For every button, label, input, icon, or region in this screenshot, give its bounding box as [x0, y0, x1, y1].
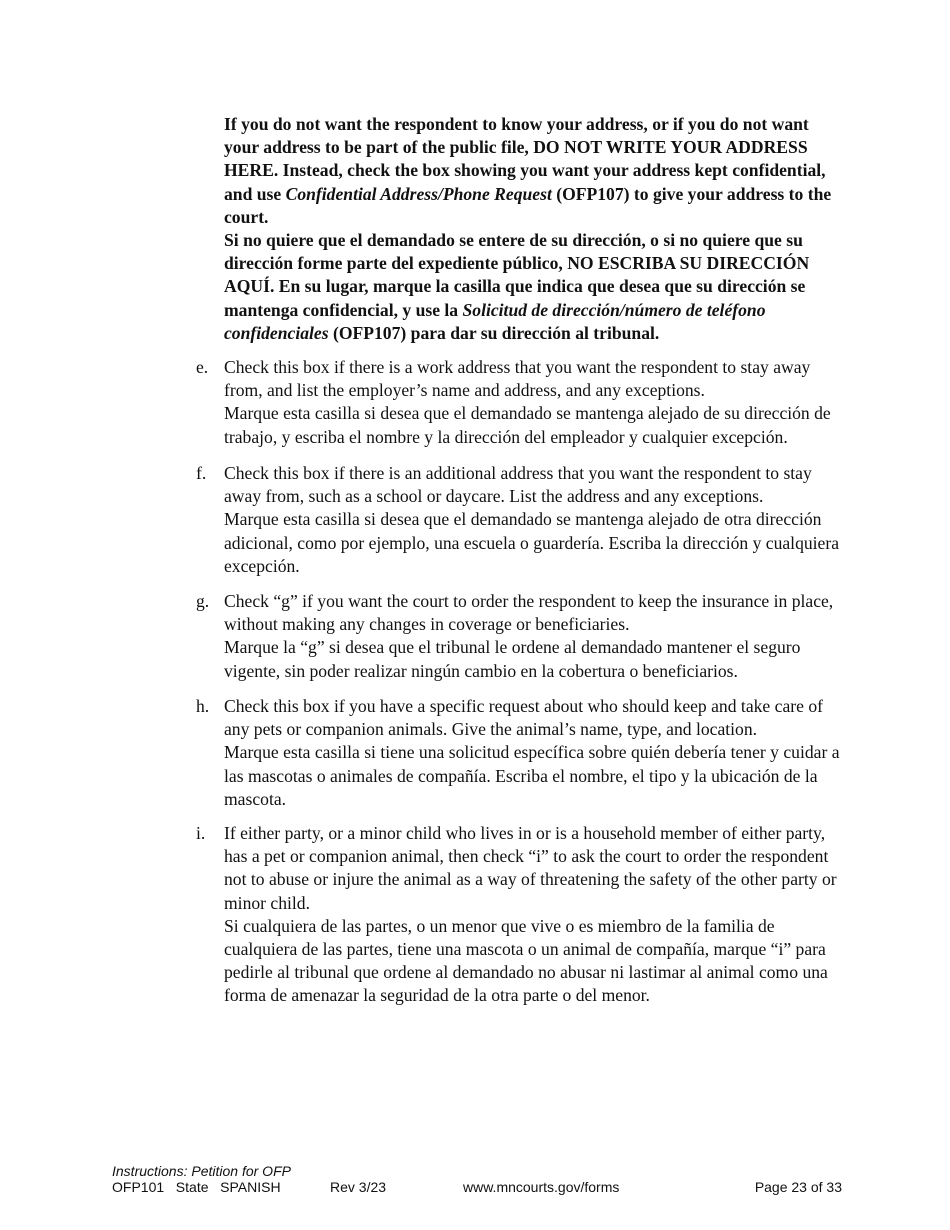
- instruction-item-i: [196, 822, 846, 1008]
- footer-revision: Rev 3/23: [330, 1179, 387, 1195]
- footer-page-number: Page 23 of 33: [754, 1179, 842, 1195]
- item-spanish: Si cualquiera de las partes, o un menor que vive o es miembro de la familia de cualquiera de las partes, tiene una mascota o un animal de compañía, marque “i” para pedirle al tribunal que ordene al demandado no abusar ni lastimar al animal como una forma de amenazar la seguridad de la otra parte o del menor.: [224, 915, 828, 1006]
- notice-en-text-b: (OFP107) to give your address to the court.: [224, 183, 832, 227]
- item-english: Check this box if you have a specific request about who should keep and take care of any pets or companion animals. Give the animal’s name, type, and location.: [224, 696, 823, 740]
- notice-en-text-a: If you do not want the respondent to know your address, or if you do not want your address to be part of the public file, DO NOT WRITE YOUR ADDRESS HERE. Instead, check the box showing you want your address kept confidential, and use: [224, 114, 826, 204]
- item-english: Check this box if there is an additional address that you want the respondent to stay away from, such as a school or daycare. List the address and any exceptions.: [224, 463, 812, 507]
- item-english: Check this box if there is a work address that you want the respondent to stay away from, and list the employer’s name and address, and any exceptions.: [224, 357, 811, 401]
- notice-en-form-name: Confidential Address/Phone Request: [285, 183, 552, 204]
- item-letter: h.: [196, 696, 210, 716]
- item-spanish: Marque la “g” si desea que el tribunal le ordene al demandado mantener el seguro vigente, sin poder realizar ningún cambio en la cobertura o beneficiarios.: [224, 637, 801, 681]
- footer-form-title: Instructions: Petition for OFP: [112, 1163, 291, 1179]
- confidential-address-notice: [224, 113, 844, 345]
- instruction-item-f: [196, 462, 846, 578]
- item-letter: i.: [196, 823, 206, 843]
- item-spanish: Marque esta casilla si desea que el demandado se mantenga alejado de otra dirección adicional, como por ejemplo, una escuela o guardería. Escriba la dirección y cualquiera excepción.: [224, 509, 840, 576]
- notice-es-text-a: Si no quiere que el demandado se entere de su dirección, o si no quiere que su dirección forme parte del expediente público, NO ESCRIBA SU DIRECCIÓN AQUÍ. En su lugar, marque la casilla que indica que desea que su dirección se mantenga confidencial, y use la: [224, 230, 810, 320]
- notice-es-text-b: (OFP107) para dar su dirección al tribunal.: [328, 322, 660, 343]
- notice-english: [224, 113, 844, 229]
- item-letter: e.: [196, 357, 209, 377]
- item-english: Check “g” if you want the court to order the respondent to keep the insurance in place, without making any changes in coverage or beneficiaries.: [224, 591, 834, 635]
- item-english: If either party, or a minor child who lives in or is a household member of either party, has a pet or companion animal, then check “i” to ask the court to order the respondent not to abuse or injure the animal as a way of threatening the safety of the other party or minor child.: [224, 823, 837, 913]
- footer-form-code: OFP101 State SPANISH: [112, 1179, 281, 1195]
- item-letter: f.: [196, 463, 207, 483]
- page-footer: [112, 1163, 842, 1195]
- instruction-item-h: [196, 695, 846, 811]
- instruction-item-e: [196, 356, 846, 449]
- item-letter: g.: [196, 591, 210, 611]
- footer-url: www.mncourts.gov/forms: [463, 1179, 620, 1195]
- instruction-item-g: [196, 590, 846, 683]
- item-spanish: Marque esta casilla si desea que el demandado se mantenga alejado de su dirección de trabajo, y escriba el nombre y la dirección del empleador y cualquier excepción.: [224, 403, 831, 447]
- notice-spanish: [224, 229, 844, 345]
- notice-es-form-name: Solicitud de dirección/número de teléfono confidenciales: [224, 299, 766, 343]
- item-spanish: Marque esta casilla si tiene una solicitud específica sobre quién debería tener y cuidar a las mascotas o animales de compañía. Escriba el nombre, el tipo y la ubicación de la mascota.: [224, 742, 840, 809]
